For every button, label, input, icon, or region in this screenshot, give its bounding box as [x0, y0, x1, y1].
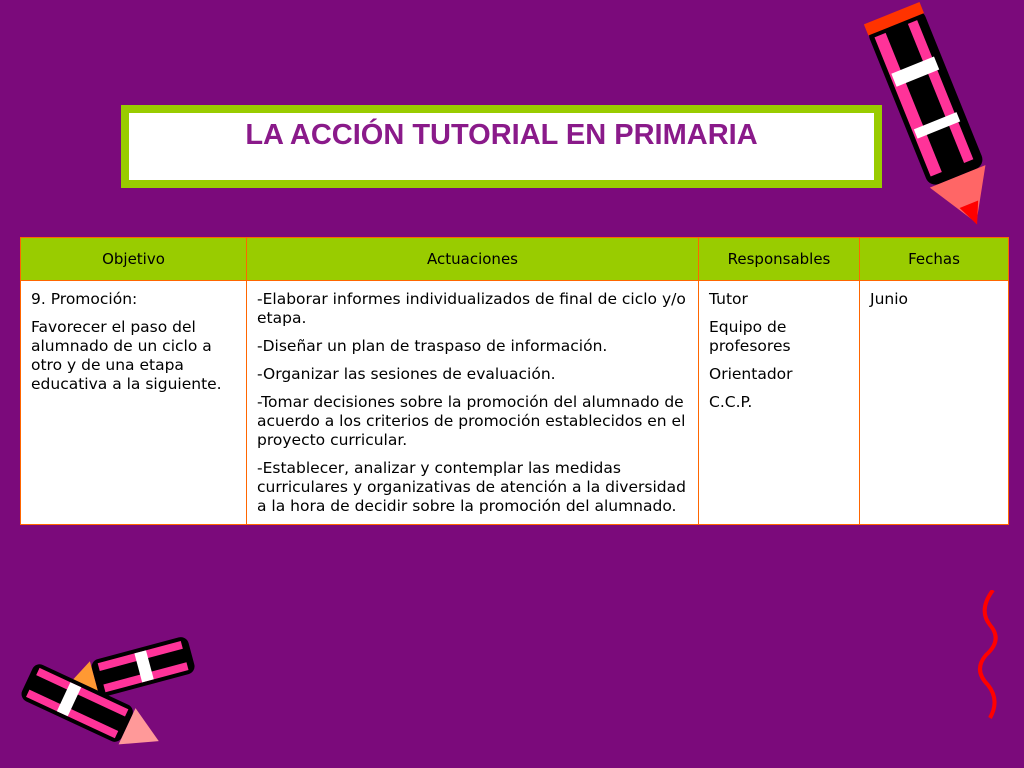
- objetivo-description: Favorecer el paso del alumnado de un ciclo a otro y de una etapa educativa a la siguiente.: [31, 318, 222, 393]
- table-header-row: [21, 238, 1009, 281]
- responsable-item: Tutor: [709, 290, 748, 308]
- fecha-item: Junio: [870, 290, 909, 308]
- crayon-icon: [0, 655, 170, 765]
- actuacion-item: -Tomar decisiones sobre la promoción del alumnado de acuerdo a los criterios de promoción establecidos en el proyecto curricular.: [257, 393, 686, 449]
- table-row: [21, 281, 1009, 525]
- actuacion-item: -Diseñar un plan de traspaso de información.: [257, 337, 608, 355]
- header-responsables: Responsables: [699, 238, 860, 281]
- cell-actuaciones: [247, 281, 699, 525]
- header-objetivo: Objetivo: [21, 238, 247, 281]
- tutorial-plan-table: [20, 237, 1009, 525]
- title-panel: [129, 113, 874, 180]
- responsable-item: C.C.P.: [709, 393, 753, 411]
- actuacion-item: -Organizar las sesiones de evaluación.: [257, 365, 556, 383]
- actuacion-item: -Establecer, analizar y contemplar las medidas curriculares y organizativas de atención a la diversidad a la hora de decidir sobre la promoción del alumnado.: [257, 459, 686, 515]
- objetivo-number: 9. Promoción:: [31, 290, 138, 308]
- cell-fechas: [860, 281, 1009, 525]
- responsable-item: Orientador: [709, 365, 793, 383]
- header-actuaciones: Actuaciones: [247, 238, 699, 281]
- responsable-item: Equipo de profesores: [709, 318, 791, 355]
- header-fechas: Fechas: [860, 238, 1009, 281]
- title-frame: [121, 105, 882, 188]
- cell-objetivo: [21, 281, 247, 525]
- page-title: LA ACCIÓN TUTORIAL EN PRIMARIA: [245, 119, 758, 151]
- squiggle-icon: [968, 590, 1008, 720]
- actuacion-item: -Elaborar informes individualizados de final de ciclo y/o etapa.: [257, 290, 686, 327]
- cell-responsables: [699, 281, 860, 525]
